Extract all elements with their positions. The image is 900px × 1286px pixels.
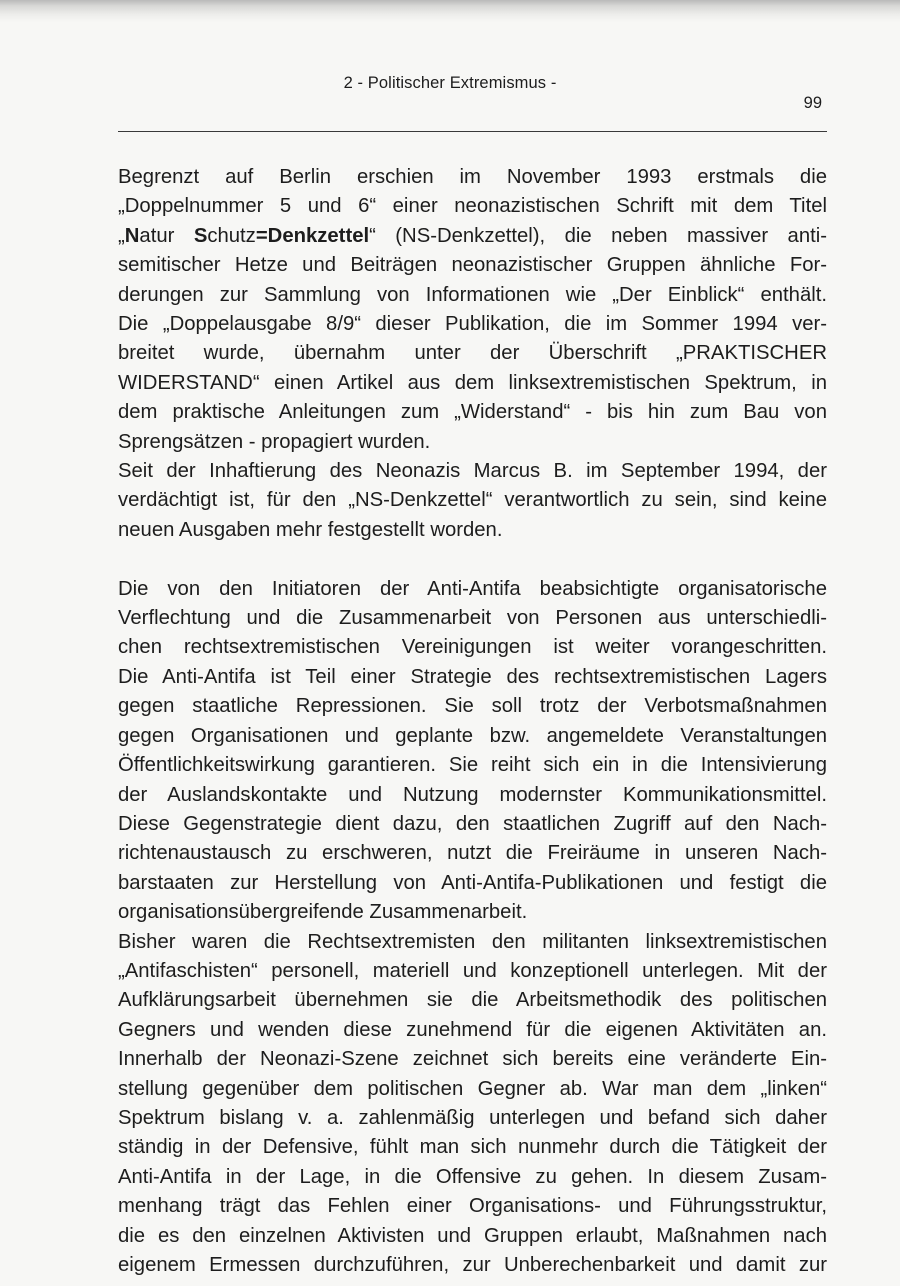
text-line: Die „Doppelausgabe 8/9“ dieser Publikation, die im Sommer 1994 ver- <box>118 313 827 336</box>
text-line: Innerhalb der Neonazi-Szene zeichnet sich bereits eine veränderte Ein- <box>118 1048 827 1071</box>
body-text <box>118 163 827 1280</box>
text-line: neuen Ausgaben mehr festgestellt worden. <box>118 518 503 541</box>
text-segment: “ (NS-Denkzettel), die neben massiver anti- <box>369 224 827 247</box>
text-line <box>118 222 827 251</box>
bold-title-segment: N <box>124 224 140 247</box>
text-segment: „ <box>118 224 125 247</box>
bold-title-segment: =Denkzettel <box>255 224 370 247</box>
text-line: Diese Gegenstrategie dient dazu, den staatlichen Zugriff auf den Nach- <box>118 812 827 835</box>
text-segment: atur <box>139 224 194 247</box>
text-line: Bisher waren die Rechtsextremisten den militanten linksextremistischen <box>118 930 827 953</box>
text-line: stellung gegenüber dem politischen Gegner ab. War man dem „linken“ <box>118 1077 827 1100</box>
text-line: barstaaten zur Herstellung von Anti-Antifa-Publikationen und festigt die <box>118 871 827 894</box>
text-line: Gegners und wenden diese zunehmend für die eigenen Aktivitäten an. <box>118 1018 827 1041</box>
text-segment: chutz <box>207 224 256 247</box>
running-header: 2 - Politischer Extremismus - <box>343 74 557 92</box>
text-line: semitischer Hetze und Beiträgen neonazistischer Gruppen ähnliche For- <box>118 254 827 277</box>
text-line: „Doppelnummer 5 und 6“ einer neonazistischen Schrift mit dem Titel <box>118 195 827 218</box>
text-line: Seit der Inhaftierung des Neonazis Marcus B. im September 1994, der <box>118 460 827 483</box>
scan-edge-shadow <box>0 0 900 22</box>
text-line: Die von den Initiatoren der Anti-Antifa beabsichtigte organisatorische <box>118 577 827 600</box>
text-line: verdächtigt ist, für den „NS-Denkzettel“ verantwortlich zu sein, sind keine <box>118 489 827 512</box>
text-line: Verflechtung und die Zusammenarbeit von Personen aus unterschiedli- <box>118 607 827 630</box>
page-number: 99 <box>803 94 822 112</box>
bold-title-segment: S <box>193 224 208 247</box>
text-line: Spektrum bislang v. a. zahlenmäßig unterlegen und befand sich daher <box>118 1106 827 1129</box>
text-line: derungen zur Sammlung von Informationen wie „Der Einblick“ enthält. <box>118 283 827 306</box>
text-line: breitet wurde, übernahm unter der Überschrift „PRAKTISCHER <box>118 342 827 365</box>
text-line: richtenaustausch zu erschweren, nutzt die Freiräume in unseren Nach- <box>118 842 827 865</box>
paragraph <box>118 163 827 457</box>
text-line: Sprengsätzen - propagiert wurden. <box>118 430 431 453</box>
text-line: Anti-Antifa in der Lage, in die Offensive zu gehen. In diesem Zusam- <box>118 1165 827 1188</box>
paragraph <box>118 928 827 1281</box>
text-line: die es den einzelnen Aktivisten und Gruppen erlaubt, Maßnahmen nach <box>118 1224 827 1247</box>
text-line: dem praktische Anleitungen zum „Widerstand“ - bis hin zum Bau von <box>118 401 827 424</box>
text-line: gegen Organisationen und geplante bzw. angemeldete Veranstaltungen <box>118 724 827 747</box>
text-line: Öffentlichkeitswirkung garantieren. Sie reiht sich ein in die Intensivierung <box>118 754 827 777</box>
text-line: ständig in der Defensive, fühlt man sich nunmehr durch die Tätigkeit der <box>118 1136 827 1159</box>
text-line: chen rechtsextremistischen Vereinigungen ist weiter vorangeschritten. <box>118 636 827 659</box>
header-divider <box>118 131 827 132</box>
text-line: Aufklärungsarbeit übernehmen sie die Arbeitsmethodik des politischen <box>118 989 827 1012</box>
paragraph <box>118 457 827 545</box>
text-line: menhang trägt das Fehlen einer Organisations- und Führungsstruktur, <box>118 1195 827 1218</box>
text-line: „Antifaschisten“ personell, materiell und konzeptionell unterlegen. Mit der <box>118 959 827 982</box>
text-line: Die Anti-Antifa ist Teil einer Strategie des rechtsextremistischen Lagers <box>118 665 827 688</box>
text-line: der Auslandskontakte und Nutzung modernster Kommunikationsmittel. <box>118 783 827 806</box>
text-line: eigenem Ermessen durchzuführen, zur Unberechenbarkeit und damit zur <box>118 1254 827 1277</box>
text-line: Begrenzt auf Berlin erschien im November 1993 erstmals die <box>118 166 827 188</box>
text-line: organisationsübergreifende Zusammenarbeit. <box>118 901 528 924</box>
text-line: WIDERSTAND“ einen Artikel aus dem linksextremistischen Spektrum, in <box>118 371 827 394</box>
text-line: gegen staatliche Repressionen. Sie soll trotz der Verbotsmaßnahmen <box>118 695 827 718</box>
paragraph <box>118 575 827 928</box>
